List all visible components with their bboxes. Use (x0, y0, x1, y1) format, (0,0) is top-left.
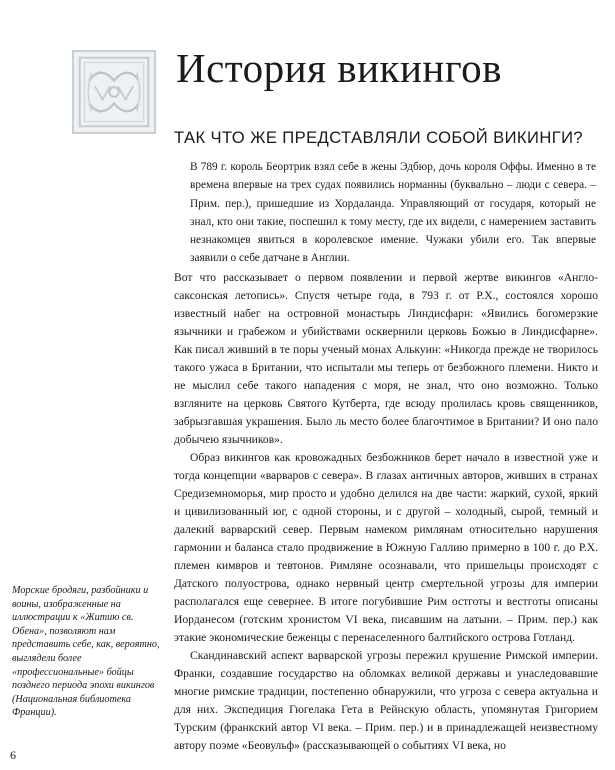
page-title: История викингов (176, 45, 502, 91)
viking-ornament-icon (72, 50, 156, 134)
section-heading: ТАК ЧТО ЖЕ ПРЕДСТАВЛЯЛИ СОБОЙ ВИКИНГИ? (174, 128, 584, 147)
epigraph-quote: В 789 г. король Беортрик взял себе в жены Эдбюр, дочь короля Оффы. Именно в те времена впервые на трех судах появились норманны (буквально – люди с севера. – Прим. пер.), пришедшие из Хордаланда. Управляющий от государя, который не знал, кто они такие, поспешил к тому месту, где их видели, с намерением заставить незнакомцев явиться в королевское имение. Чужаки убили его. Так впервые заявили о себе датчане в Англии. (190, 161, 596, 265)
paragraph: Вот что рассказывает о первом появлении и первой жертве викингов «Англо-саксонская летопись». Спустя четыре года, в 793 г. от Р.Х., состоялся хорошо известный набег на островной монастырь Линдисфарн: «Явились богомерзкие язычники и грабежом и убийствами осквернили церковь Божью в Линдисфарне». Как писал живший в те поры ученый монах Алькуин: «Никогда прежде не творилось такого ужаса в Британии, что испытали мы теперь от безбожного племени. Никто и не мыслил себе такого нападения с моря, не знал, что оно возможно. Только взгляните на церковь Святого Кутберта, где всюду пролилась кровь священников, забрызгавшая украшения. Было ль место более благочтимое в Британии? И оно пало добычею язычников». (174, 271, 598, 446)
paragraph: Образ викингов как кровожадных безбожников берет начало в известной уже и тогда концепции «варваров с севера». В глазах античных авторов, живших в странах Средиземноморья, мир просто и удобно делился на две части: жаркий, сухой, яркий и цивилизованный юг, с одной стороны, и с другой – холодный, сырой, темный и далекий варварский север. Первым намеком римлянам относительно нарушения гармонии и баланса стало продвижение в Южную Галлию примерно в 100 г. до Р.Х. племен кимвров и тевтонов. Римляне осознавали, что пришельцы происходят с Датского полуострова, однако нервный центр смертельной угрозы для империи располагался еще севернее. В итоге погубившие Рим остготы и вестготы описаны Иорданесом (готским хронистом VI века, писавшим на латыни. – Прим. пер.) как этакие экономические беженцы с перенаселенного балтийского острова Готланд. (174, 451, 598, 644)
body-text (174, 269, 598, 755)
paragraph: Скандинавский аспект варварской угрозы пережил крушение Римской империи. Франки, создавшие государство на обломках великой державы и унаследовавшие многие римские традиции, постепенно обнаружили, что угроза с севера актуальна и для них. Экспедиция Гюгелака Гета в Рейнскую область, упомянутая Григорием Турским (франкский автор VI века. – Прим. пер.) и в принадлежащей неизвестному автору поэме «Беовульф» (рассказывающей о событиях VI века, но (174, 649, 598, 752)
image-caption: Морские бродяги, разбойники и воины, изображенные на иллюстрации к «Житию св. Обена», позволяют нам представить себе, как, вероятно, выглядели более «профессиональные» бойцы позднего периода эпохи викингов (Национальная библиотека Франции). (12, 585, 160, 719)
page-number: 6 (10, 748, 16, 762)
